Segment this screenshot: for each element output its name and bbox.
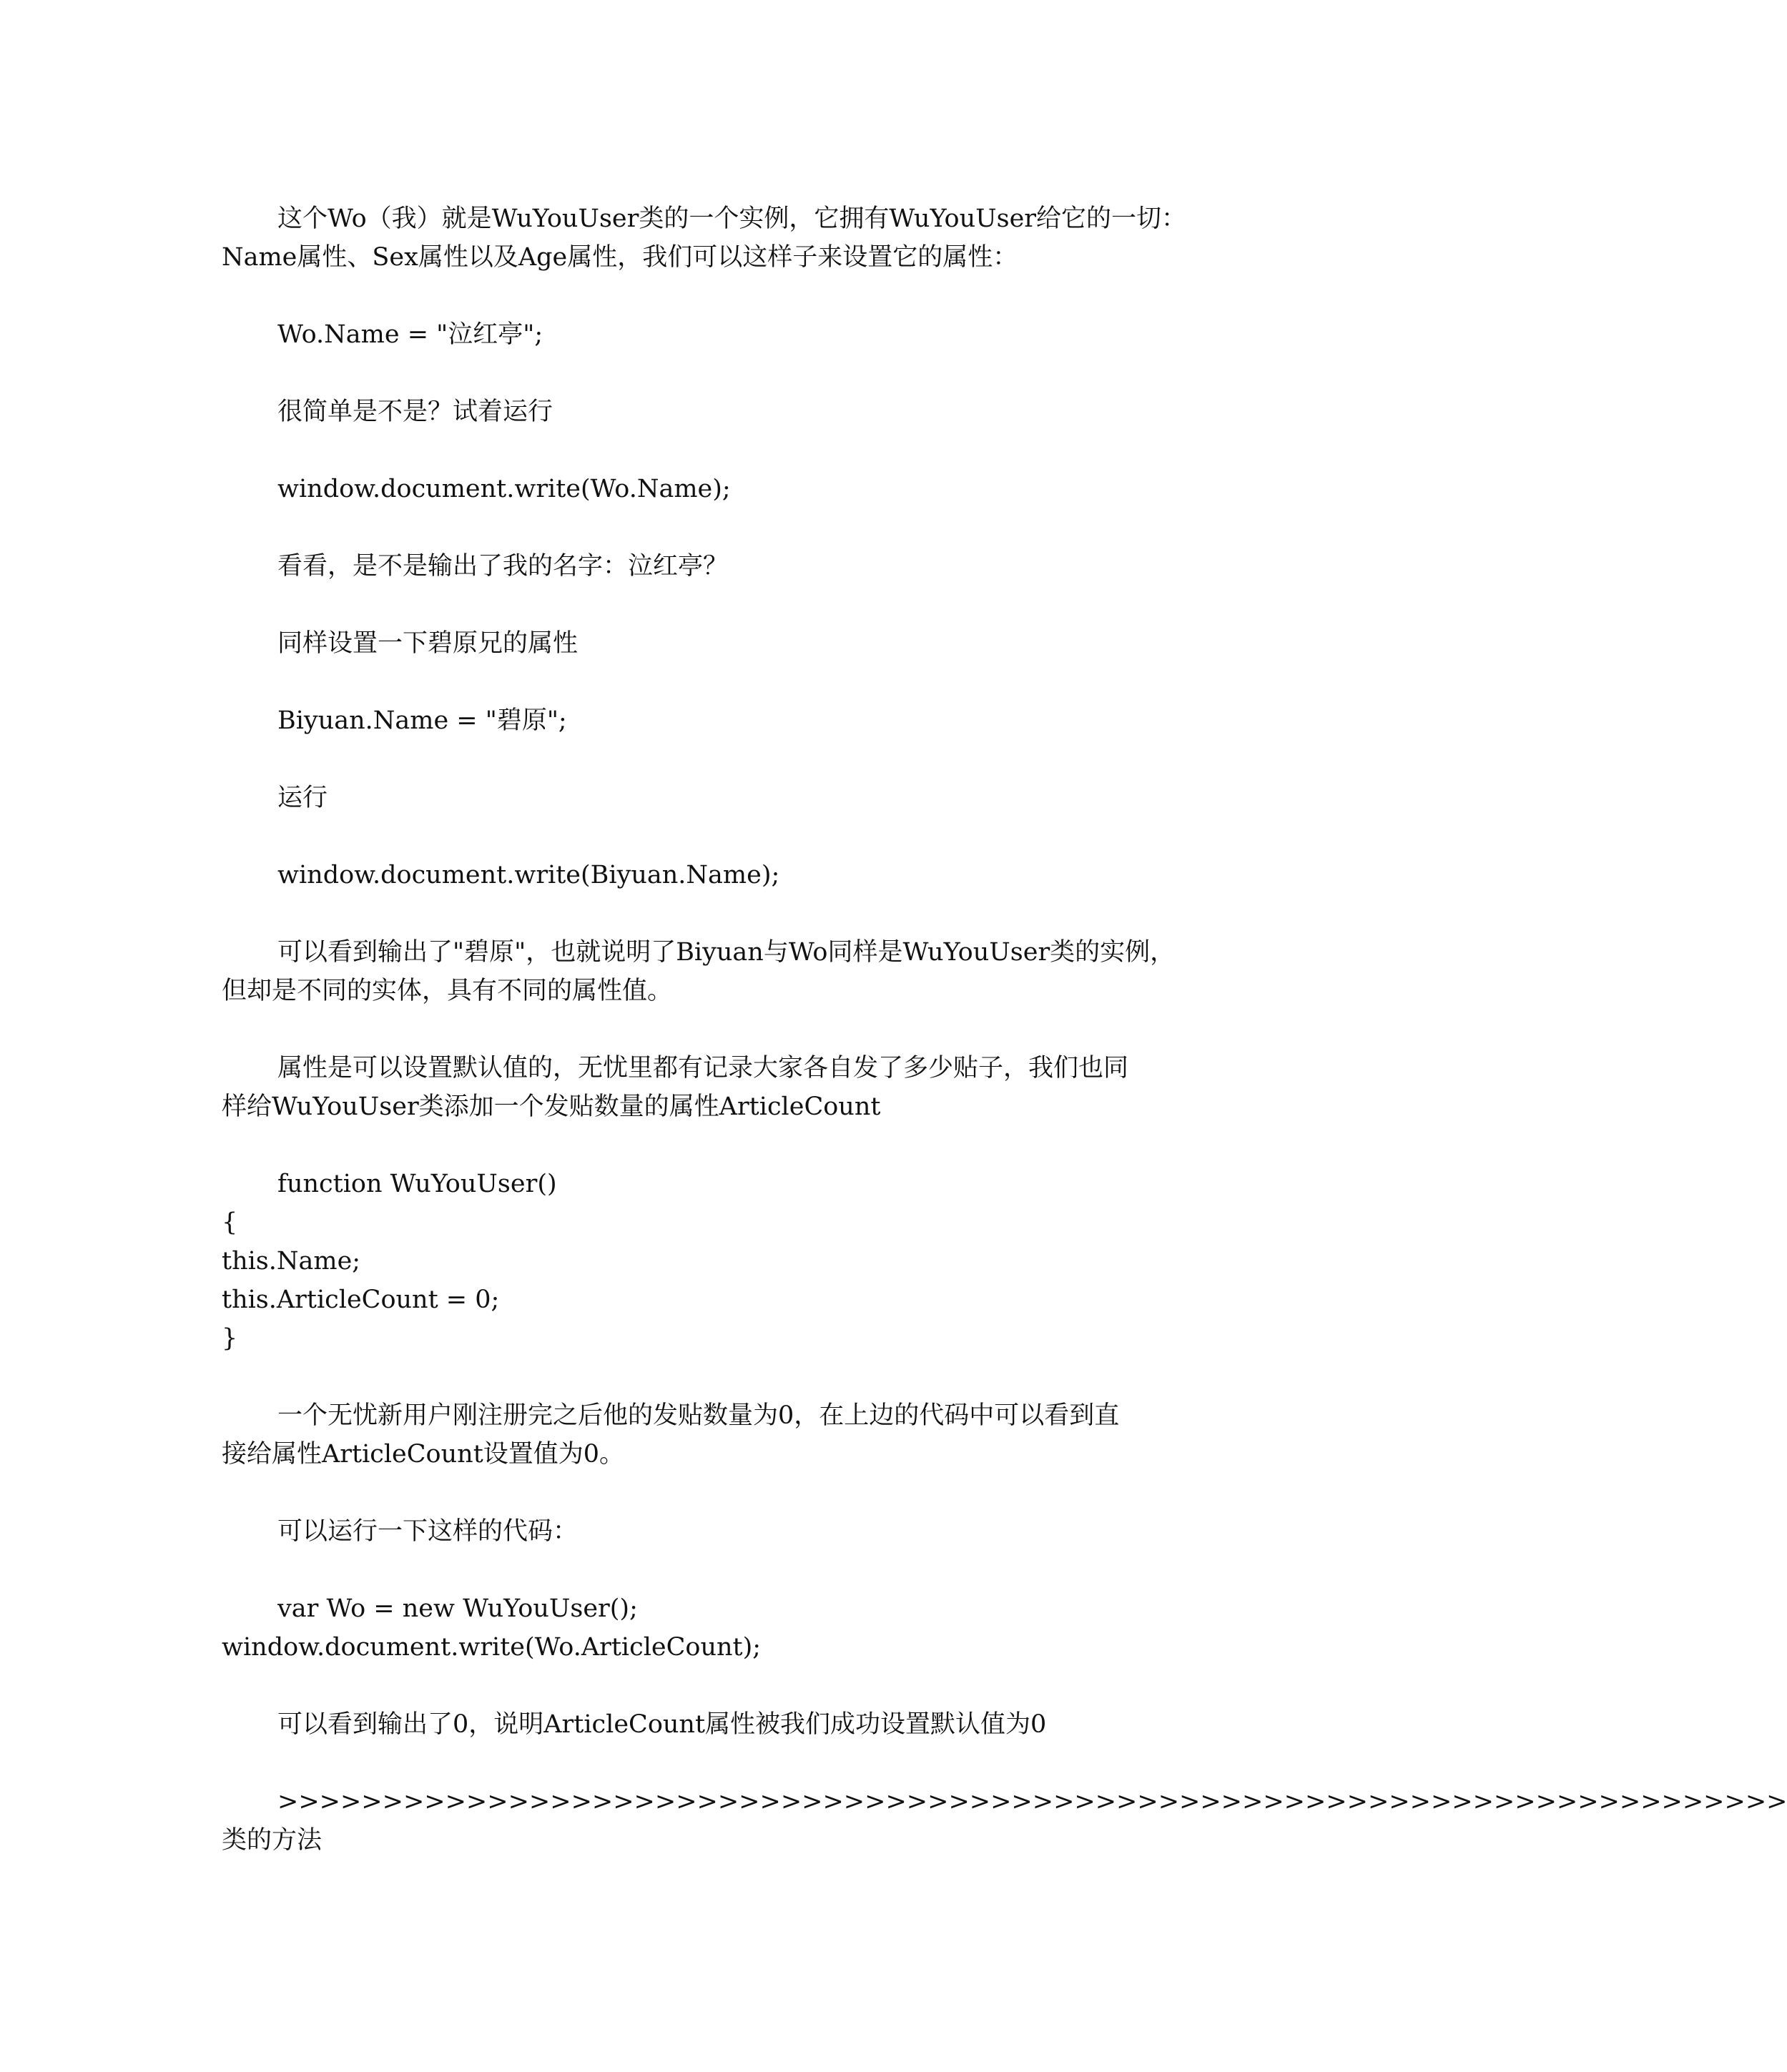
code-line: window.document.write(Wo.ArticleCount); (222, 1633, 762, 1662)
paragraph-line: 这个Wo（我）就是WuYouUser类的一个实例，它拥有WuYouUser给它的一切： (277, 204, 1187, 233)
code-line: this.Name; (222, 1247, 361, 1276)
section-heading: 类的方法 (222, 1826, 323, 1855)
code-line: window.document.write(Biyuan.Name); (277, 861, 780, 889)
code-line: } (222, 1324, 238, 1353)
paragraph-line: 很简单是不是？试着运行 (277, 398, 553, 426)
paragraph-line: Name属性、Sex属性以及Age属性，我们可以这样子来设置它的属性： (222, 243, 1018, 272)
code-line: Wo.Name = "泣红亭"; (277, 320, 543, 349)
paragraph-line: 一个无忧新用户刚注册完之后他的发贴数量为0，在上边的代码中可以看到直 (277, 1401, 1120, 1430)
code-line: function WuYouUser() (277, 1170, 557, 1198)
paragraph-line: 样给WuYouUser类添加一个发贴数量的属性ArticleCount (222, 1092, 881, 1121)
paragraph-line: 可以运行一下这样的代码： (277, 1517, 579, 1546)
paragraph-line: 接给属性ArticleCount设置值为0。 (222, 1440, 625, 1469)
paragraph-line: 同样设置一下碧原兄的属性 (277, 629, 579, 658)
paragraph-line: 运行 (277, 784, 328, 812)
paragraph-line: 看看，是不是输出了我的名字：泣红亭？ (277, 552, 729, 581)
code-line: this.ArticleCount = 0; (222, 1286, 500, 1314)
paragraph-line: 可以看到输出了"碧原"，也就说明了Biyuan与Wo同样是WuYouUser类的实例， (277, 938, 1176, 967)
code-line: Biyuan.Name = "碧原"; (277, 706, 567, 735)
code-line: var Wo = new WuYouUser(); (277, 1594, 638, 1623)
paragraph-line: 但却是不同的实体，具有不同的属性值。 (222, 977, 673, 1005)
separator-line: >>>>>>>>>>>>>>>>>>>>>>>>>>>>>>>>>>>>>>>>>>>>>>>>>>>>>>>>>>>>>>>>>>>>>>>> (277, 1787, 1787, 1816)
code-line: window.document.write(Wo.Name); (277, 475, 731, 503)
paragraph-line: 可以看到输出了0，说明ArticleCount属性被我们成功设置默认值为0 (277, 1710, 1047, 1739)
code-line: { (222, 1208, 238, 1237)
paragraph-line: 属性是可以设置默认值的，无忧里都有记录大家各自发了多少贴子，我们也同 (277, 1054, 1129, 1082)
